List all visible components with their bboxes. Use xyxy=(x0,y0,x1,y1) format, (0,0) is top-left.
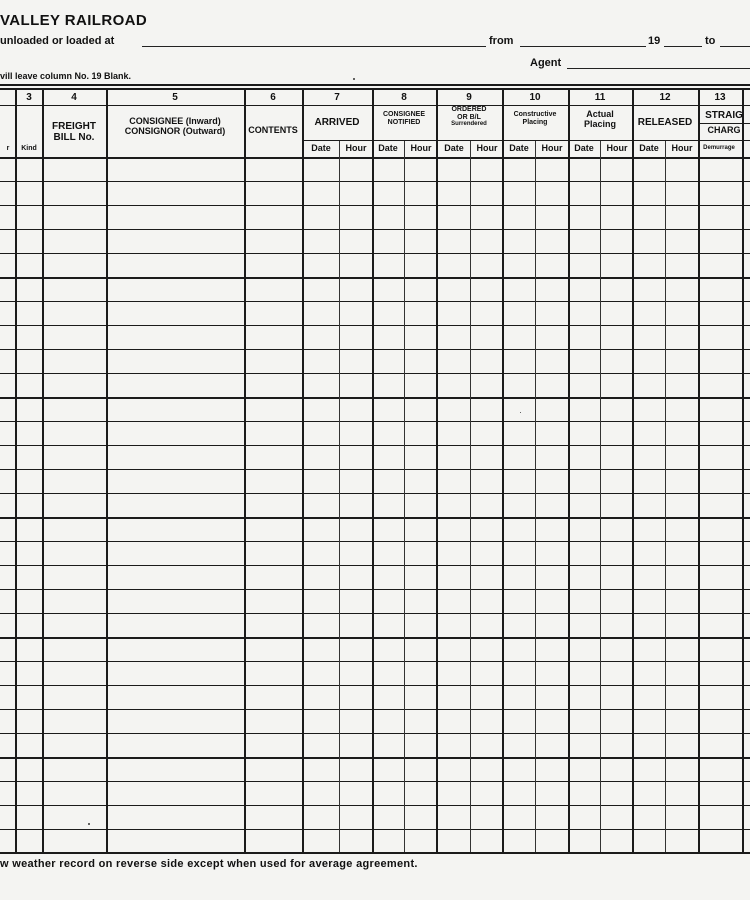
col-8-number: 8 xyxy=(401,92,407,103)
row-rule xyxy=(0,805,750,806)
column-rule xyxy=(742,88,744,852)
col-7-number: 7 xyxy=(334,92,340,103)
row-rule xyxy=(0,637,750,639)
scan-speck xyxy=(520,412,521,413)
row-rule xyxy=(0,253,750,254)
table-top-rule xyxy=(0,84,750,86)
row-rule xyxy=(0,733,750,734)
col-5-line1: CONSIGNEE (Inward) xyxy=(129,116,221,126)
row-rule xyxy=(0,205,750,206)
col-7-header: ARRIVED xyxy=(314,117,360,128)
col-8-date: Date xyxy=(378,143,398,153)
col-10-line2: Placing xyxy=(522,118,548,126)
row-rule xyxy=(0,709,750,710)
subcolumn-rule xyxy=(404,140,405,852)
col-8-line1: CONSIGNEE xyxy=(382,111,425,118)
col-3-number: 3 xyxy=(26,92,32,103)
column-rule xyxy=(302,88,304,852)
year-label: 19 xyxy=(648,35,661,47)
col-9-line1: ORDERED xyxy=(451,106,487,113)
col-11-header xyxy=(568,110,632,130)
col-8-header xyxy=(372,111,436,126)
subcolumn-rule xyxy=(339,140,340,852)
col-6-header: CONTENTS xyxy=(248,125,298,135)
col-9-header xyxy=(436,106,502,128)
col-11-number: 11 xyxy=(594,92,606,103)
subcolumn-rule xyxy=(535,140,536,852)
row-rule xyxy=(0,229,750,230)
column-rule xyxy=(568,88,570,852)
location-blank xyxy=(142,46,486,47)
row-rule xyxy=(0,829,750,830)
col-10-date: Date xyxy=(509,143,529,153)
row-rule xyxy=(0,781,750,782)
col-11-hour: Hour xyxy=(606,143,628,153)
from-blank xyxy=(520,46,646,47)
row-rule xyxy=(0,493,750,494)
col-7-hour: Hour xyxy=(345,143,367,153)
table-bottom-rule xyxy=(0,852,750,854)
col-7-date: Date xyxy=(311,143,331,153)
col-5-line2: CONSIGNOR (Outward) xyxy=(124,125,226,136)
col-3-subheader: Kind xyxy=(21,145,37,152)
agent-label: Agent xyxy=(530,57,562,69)
row-rule xyxy=(0,685,750,686)
table-top-rule-2 xyxy=(0,88,750,90)
col-8-line2: NOTIFIED xyxy=(387,118,421,126)
header-bottom-rule xyxy=(0,157,750,159)
col-9-hour: Hour xyxy=(476,143,498,153)
railroad-title: VALLEY RAILROAD xyxy=(0,12,148,29)
to-label: to xyxy=(705,35,716,47)
col-12-date: Date xyxy=(639,143,659,153)
col-12-number: 12 xyxy=(659,92,671,103)
row-rule xyxy=(0,181,750,182)
subcolumn-rule xyxy=(600,140,601,852)
col-4-header xyxy=(42,121,106,143)
col-12-hour: Hour xyxy=(671,143,693,153)
col-4-line2: BILL No. xyxy=(53,132,95,143)
row-rule xyxy=(0,517,750,519)
col-9-line3: Surrendered xyxy=(451,121,487,128)
footer-note: w weather record on reverse side except when used for average agreement. xyxy=(0,858,418,870)
col-11-line1: Actual xyxy=(586,109,614,119)
row-rule xyxy=(0,565,750,566)
col-13-subheader: Demurrage xyxy=(703,145,735,151)
row-rule xyxy=(0,397,750,399)
column-rule xyxy=(502,88,504,852)
subheader-rule xyxy=(698,123,750,124)
column-rule xyxy=(436,88,438,852)
row-rule xyxy=(0,613,750,614)
column-rule xyxy=(42,88,44,852)
row-rule xyxy=(0,445,750,446)
instruction-note: vill leave column No. 19 Blank. xyxy=(0,71,132,81)
col-12-header: RELEASED xyxy=(637,117,693,128)
column-rule xyxy=(244,88,246,852)
col-13-header-line1: STRAIG xyxy=(705,110,743,121)
row-rule xyxy=(0,277,750,279)
col-10-line1: Constructive xyxy=(513,111,557,118)
col-4-number: 4 xyxy=(71,92,77,103)
column-rule xyxy=(15,88,17,852)
col-9-number: 9 xyxy=(466,92,472,103)
col-5-number: 5 xyxy=(172,92,178,103)
col-8-hour: Hour xyxy=(410,143,432,153)
row-rule xyxy=(0,373,750,374)
agent-blank xyxy=(567,68,750,69)
col-2-subheader: r xyxy=(6,145,10,152)
row-rule xyxy=(0,757,750,759)
subheader-rule xyxy=(698,140,750,141)
row-rule xyxy=(0,589,750,590)
scan-speck xyxy=(88,823,90,825)
col-6-number: 6 xyxy=(270,92,276,103)
year-blank xyxy=(664,46,702,47)
row-rule xyxy=(0,349,750,350)
row-rule xyxy=(0,301,750,302)
subheader-rule xyxy=(302,140,698,141)
col-11-date: Date xyxy=(574,143,594,153)
col-10-hour: Hour xyxy=(541,143,563,153)
col-10-number: 10 xyxy=(529,92,541,103)
col-9-line2: OR B/L xyxy=(457,113,481,121)
col-13-header-line2: CHARG xyxy=(707,125,741,135)
column-rule xyxy=(372,88,374,852)
from-label: from xyxy=(489,35,514,47)
row-rule xyxy=(0,541,750,542)
column-rule xyxy=(698,88,700,852)
column-rule xyxy=(632,88,634,852)
to-blank xyxy=(720,46,750,47)
col-13-number: 13 xyxy=(714,92,726,103)
col-11-line2: Placing xyxy=(583,118,616,129)
col-10-header xyxy=(502,111,568,126)
row-rule xyxy=(0,325,750,326)
column-rule xyxy=(106,88,108,852)
subcolumn-rule xyxy=(470,140,471,852)
row-rule xyxy=(0,661,750,662)
subcolumn-rule xyxy=(665,140,666,852)
column-number-rule xyxy=(0,105,750,106)
row-rule xyxy=(0,421,750,422)
unloaded-loaded-label: unloaded or loaded at xyxy=(0,35,115,47)
col-4-line1: FREIGHT xyxy=(52,121,96,132)
scan-speck xyxy=(353,78,355,80)
col-5-header xyxy=(106,117,244,137)
row-rule xyxy=(0,469,750,470)
col-9-date: Date xyxy=(444,143,464,153)
